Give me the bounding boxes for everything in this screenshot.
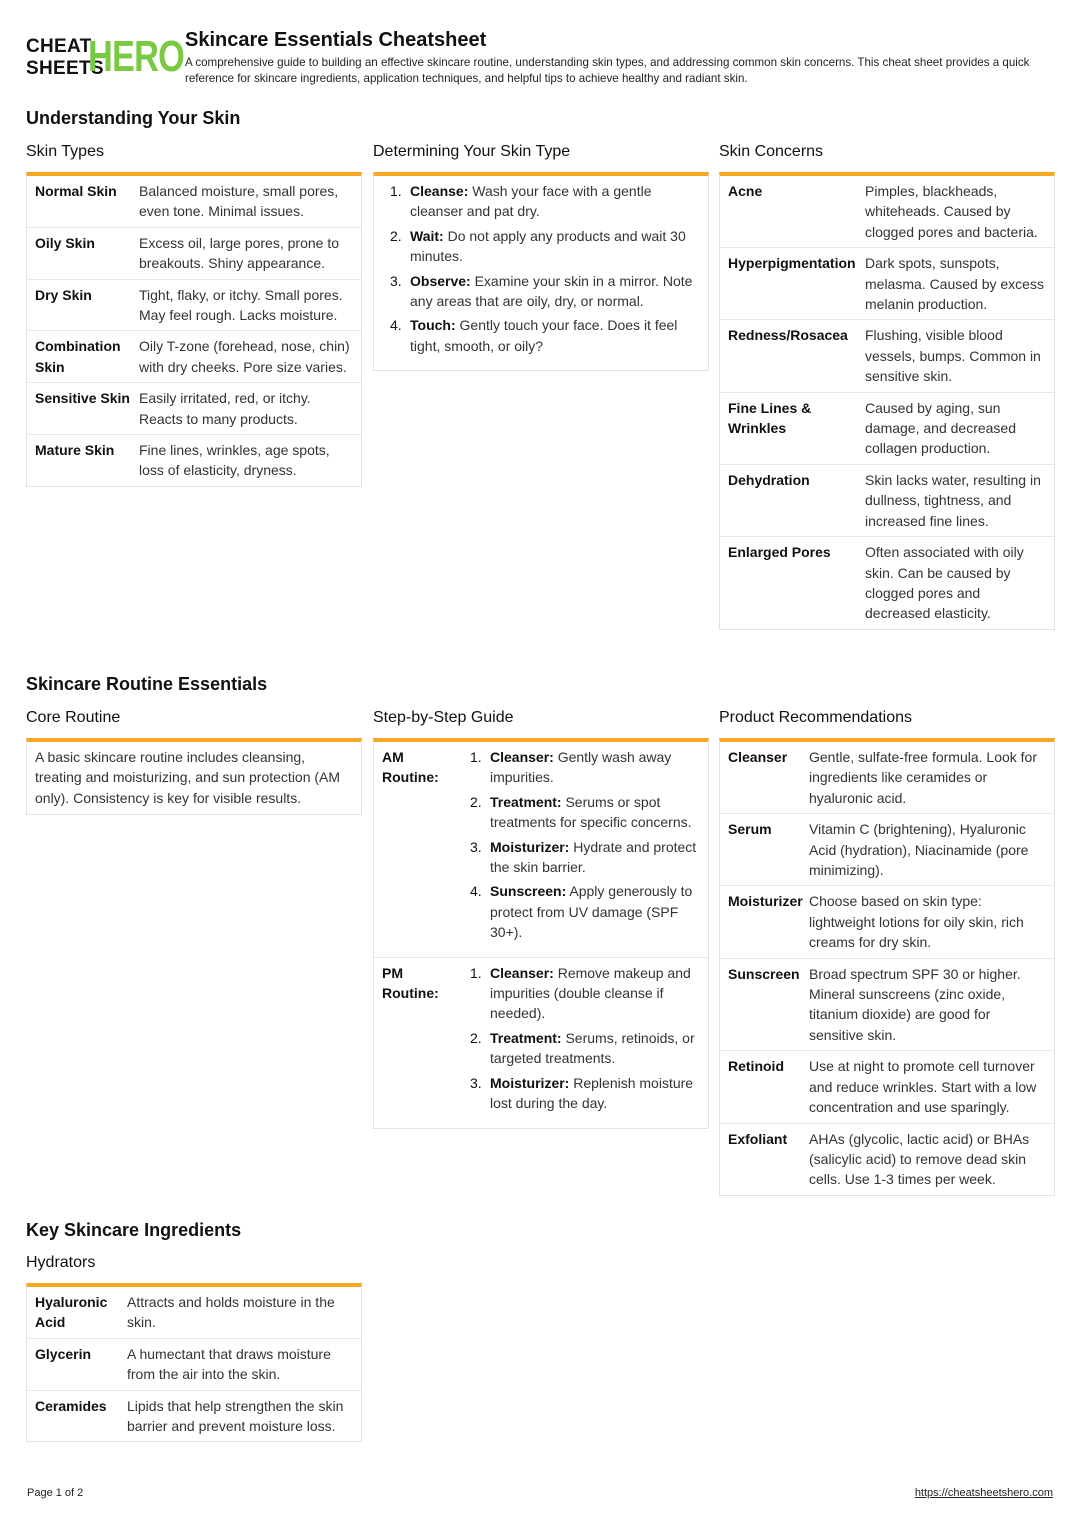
step-number: 3.	[390, 272, 402, 289]
step-number: 2.	[470, 793, 482, 810]
step-text	[490, 837, 700, 878]
list-item	[382, 226, 698, 267]
row-value: AHAs (glycolic, lactic acid) or BHAs (salicylic acid) to remove dead skin cells. Use 1-3 times per week.	[809, 1130, 1030, 1188]
list-item	[382, 181, 698, 222]
step-label: Cleanse:	[410, 183, 469, 199]
step-text	[490, 792, 700, 833]
list-item	[462, 837, 700, 878]
step-text	[410, 181, 698, 222]
logo-cheat-text: CHEAT	[26, 36, 92, 57]
row-key: Glycerin	[35, 1345, 92, 1362]
row-key: Combination Skin	[35, 338, 121, 375]
row-value: Choose based on skin type: lightweight lotions for oily skin, rich creams for dry skin.	[809, 893, 1024, 951]
cheatsheetshero-logo[interactable]	[26, 32, 185, 82]
row-value: Easily irritated, red, or itchy. Reacts to many products.	[139, 390, 311, 427]
step-label: Wait:	[410, 227, 444, 244]
row-key: Exfoliant	[728, 1130, 788, 1147]
step-label: Treatment:	[490, 793, 562, 810]
row-value: Flushing, visible blood vessels, bumps. Common in sensitive skin.	[865, 327, 1041, 385]
step-text	[410, 315, 698, 356]
row-value: Gentle, sulfate-free formula. Look for ingredients like ceramides or hyaluronic acid.	[809, 749, 1037, 806]
table-row	[720, 742, 1054, 814]
am-routine-label: AM Routine:	[382, 749, 439, 786]
step-number: 2.	[470, 1029, 482, 1046]
row-key: Cleanser	[728, 749, 788, 765]
step-description: Hydrate and protect the skin barrier.	[490, 838, 697, 876]
table-row	[27, 435, 361, 486]
step-number: 1.	[390, 183, 402, 199]
list-item	[382, 315, 698, 356]
row-key: Sensitive Skin	[35, 390, 130, 407]
table-row	[27, 1339, 361, 1391]
table-row	[27, 331, 361, 383]
logo-sheets-text: SHEETS	[26, 58, 104, 79]
row-value: Caused by aging, sun damage, and decreased collagen production.	[865, 399, 1016, 457]
determining-skin-type-card	[373, 172, 709, 371]
core-routine-text: A basic skincare routine includes cleansing, treating and moisturizing, and sun protection (AM only). Consistency is key for visible results.	[35, 749, 341, 806]
am-routine-steps	[462, 747, 700, 947]
list-item	[462, 1028, 700, 1069]
product-recommendations-title: Product Recommendations	[719, 709, 912, 726]
table-row	[720, 320, 1054, 392]
step-description: Wash your face with a gentle cleanser and pat dry.	[410, 183, 652, 220]
step-text	[410, 271, 698, 312]
table-row	[720, 393, 1054, 465]
row-key: Dehydration	[728, 471, 810, 488]
section-title-understanding: Understanding Your Skin	[26, 108, 241, 128]
skin-concerns-title: Skin Concerns	[719, 143, 824, 160]
step-number: 2.	[390, 227, 402, 244]
list-item	[462, 747, 700, 788]
product-recommendations-table	[719, 738, 1055, 1196]
list-item	[462, 1073, 700, 1114]
table-row	[27, 1287, 361, 1339]
step-text	[490, 1028, 700, 1069]
skin-types-title: Skin Types	[26, 143, 104, 160]
table-row	[720, 1051, 1054, 1123]
row-key: Acne	[728, 183, 763, 199]
step-number: 1.	[470, 964, 482, 981]
row-value: Use at night to promote cell turnover and reduce wrinkles. Start with a low concentration and use sparingly.	[809, 1058, 1037, 1116]
step-label: Cleanser:	[490, 964, 554, 981]
row-key: Retinoid	[728, 1058, 784, 1075]
row-key: Enlarged Pores	[728, 544, 831, 561]
core-routine-title: Core Routine	[26, 709, 121, 726]
skin-concerns-table	[719, 172, 1055, 630]
row-value: Often associated with oily skin. Can be caused by clogged pores and decreased elasticity.	[865, 544, 1024, 622]
row-value: Skin lacks water, resulting in dullness, tightness, and increased fine lines.	[865, 471, 1041, 529]
page-header	[26, 28, 1056, 90]
table-row	[720, 886, 1054, 958]
skin-types-table	[26, 172, 362, 487]
step-number: 1.	[470, 749, 482, 765]
row-key: Moisturizer	[728, 893, 803, 910]
table-row	[27, 176, 361, 228]
determining-steps-list	[374, 176, 708, 370]
row-key: Normal Skin	[35, 183, 117, 199]
step-guide-card	[373, 738, 709, 1129]
list-item	[382, 271, 698, 312]
step-number: 4.	[470, 883, 482, 900]
step-text	[490, 1073, 700, 1114]
table-row	[720, 537, 1054, 629]
page-number: Page 1 of 2	[27, 1487, 84, 1499]
row-key: Serum	[728, 821, 772, 838]
pm-routine-row	[374, 958, 708, 1128]
row-value: Tight, flaky, or itchy. Small pores. May feel rough. Lacks moisture.	[139, 286, 343, 324]
row-value: Broad spectrum SPF 30 or higher. Mineral sunscreens (zinc oxide, titanium dioxide) are good for sensitive skin.	[809, 965, 1021, 1043]
step-number: 3.	[470, 838, 482, 855]
am-routine-row	[374, 742, 708, 958]
row-value: Fine lines, wrinkles, age spots, loss of elasticity, dryness.	[139, 442, 330, 479]
step-description: Serums or spot treatments for specific concerns.	[490, 793, 692, 831]
step-text	[490, 963, 700, 1024]
table-row	[720, 1124, 1054, 1195]
step-guide-title: Step-by-Step Guide	[373, 709, 514, 726]
row-key: Dry Skin	[35, 286, 92, 303]
row-value: Excess oil, large pores, prone to breakouts. Shiny appearance.	[139, 234, 339, 272]
step-label: Touch:	[410, 317, 456, 334]
table-row	[720, 176, 1054, 248]
row-key: Hyaluronic Acid	[35, 1294, 108, 1331]
table-row	[27, 383, 361, 435]
step-text	[490, 747, 700, 788]
table-row	[720, 814, 1054, 886]
list-item	[462, 963, 700, 1024]
row-key: Oily Skin	[35, 234, 95, 251]
step-description: Replenish moisture lost during the day.	[490, 1074, 694, 1112]
row-key: Fine Lines & Wrinkles	[728, 399, 812, 437]
row-value: Attracts and holds moisture in the skin.	[127, 1294, 335, 1331]
step-label: Moisturizer:	[490, 838, 570, 855]
determining-skin-type-title: Determining Your Skin Type	[373, 143, 571, 160]
pm-routine-steps	[462, 963, 700, 1118]
row-key: Mature Skin	[35, 442, 115, 459]
logo-hero-text: HERO	[88, 32, 185, 81]
section-title-ingredients: Key Skincare Ingredients	[26, 1220, 242, 1240]
step-description: Serums, retinoids, or targeted treatments.	[490, 1029, 695, 1067]
step-text	[410, 226, 698, 267]
table-row	[720, 465, 1054, 537]
row-key: Ceramides	[35, 1397, 107, 1414]
step-label: Cleanser:	[490, 749, 554, 765]
row-value: Lipids that help strengthen the skin barrier and prevent moisture loss.	[127, 1397, 344, 1435]
step-label: Observe:	[410, 272, 471, 289]
step-label: Treatment:	[490, 1029, 562, 1046]
pm-routine-label: PM Routine:	[382, 964, 439, 1002]
step-text	[490, 881, 700, 942]
site-link[interactable]: https://cheatsheetshero.com	[914, 1487, 1053, 1499]
table-row	[27, 228, 361, 280]
section-title-routine: Skincare Routine Essentials	[26, 674, 268, 694]
row-value: Balanced moisture, small pores, even tone. Minimal issues.	[139, 183, 339, 220]
step-label: Sunscreen:	[490, 883, 567, 900]
step-number: 3.	[470, 1074, 482, 1091]
list-item	[462, 881, 700, 942]
list-item	[462, 792, 700, 833]
table-row	[720, 959, 1054, 1052]
page-title: Skincare Essentials Cheatsheet	[185, 29, 487, 51]
table-row	[720, 248, 1054, 320]
table-row	[27, 280, 361, 332]
row-value: A humectant that draws moisture from the air into the skin.	[127, 1345, 331, 1383]
row-key: Sunscreen	[728, 965, 800, 982]
step-description: Remove makeup and impurities (double cleanse if needed).	[490, 964, 691, 1022]
row-value: Pimples, blackheads, whiteheads. Caused by clogged pores and bacteria.	[865, 183, 1038, 240]
step-label: Moisturizer:	[490, 1074, 570, 1091]
step-description: Apply generously to protect from UV damage (SPF 30+).	[490, 883, 693, 941]
row-value: Dark spots, sunspots, melasma. Caused by excess melanin production.	[865, 255, 1044, 313]
row-key: Hyperpigmentation	[728, 255, 856, 272]
row-key: Redness/Rosacea	[728, 327, 848, 344]
hydrators-title: Hydrators	[26, 1254, 96, 1271]
step-description: Do not apply any products and wait 30 minutes.	[410, 227, 686, 265]
step-description: Gently touch your face. Does it feel tight, smooth, or oily?	[410, 317, 678, 354]
row-value: Vitamin C (brightening), Hyaluronic Acid (hydration), Niacinamide (pore minimizing).	[809, 821, 1029, 879]
row-value: Oily T-zone (forehead, nose, chin) with dry cheeks. Pore size varies.	[139, 338, 350, 375]
hydrators-table	[26, 1283, 362, 1442]
step-number: 4.	[390, 317, 402, 334]
core-routine-card	[26, 738, 362, 815]
table-row	[27, 1391, 361, 1442]
page-subtitle: A comprehensive guide to building an effective skincare routine, understanding skin types, and addressing common skin concerns. This cheat sheet provides a quick reference for skincare ingredients, application techniques, and helpful tips to achieve healthy and radiant skin.	[185, 56, 1030, 85]
step-description: Gently wash away impurities.	[490, 749, 672, 786]
step-description: Examine your skin in a mirror. Note any areas that are oily, dry, or normal.	[410, 272, 693, 310]
